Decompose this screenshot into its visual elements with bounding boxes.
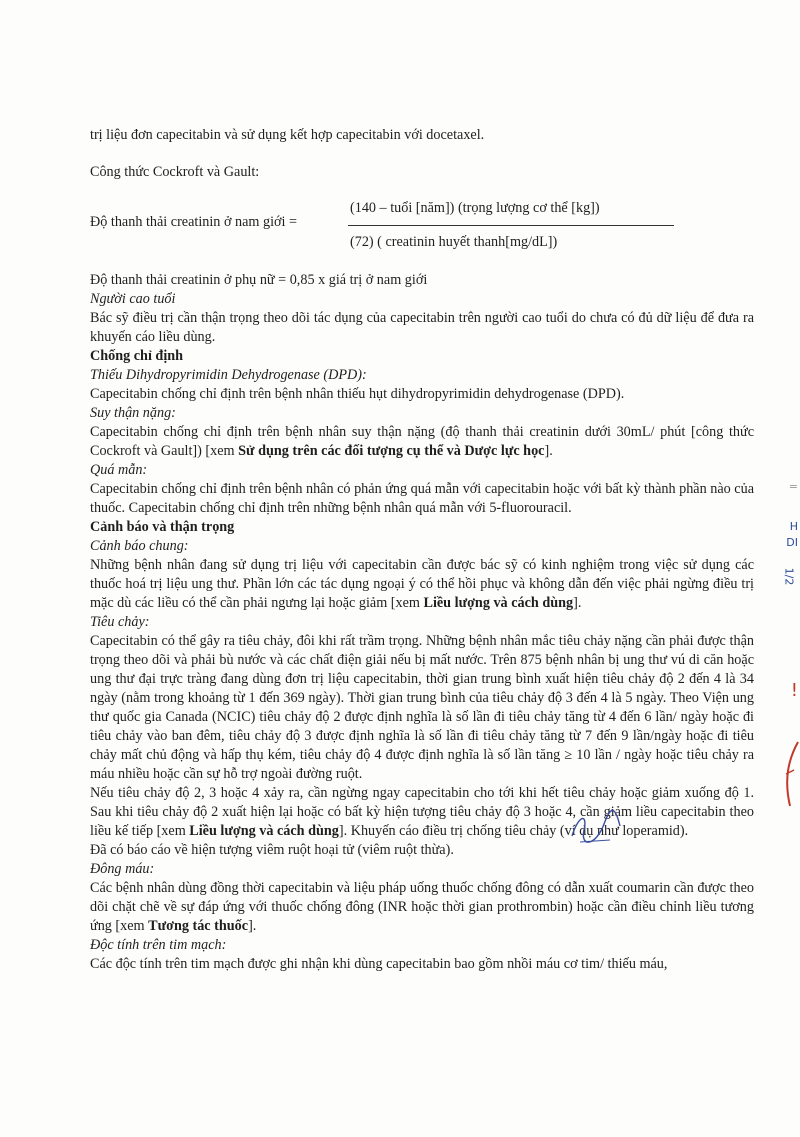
elderly-text: Bác sỹ điều trị cần thận trọng theo dõi tác dụng của capecitabin trên người cao tuổi do chưa có đủ dữ liệu để đưa ra khuyến cáo liều dùng. — [90, 310, 754, 345]
cardio-heading: Độc tính trên tim mạch: — [90, 937, 227, 953]
formula-numerator: (140 – tuổi [năm]) (trọng lượng cơ thể [kg]) — [350, 200, 600, 216]
diarrhea-text-2: Nếu tiêu chảy độ 2, 3 hoặc 4 xảy ra, cần ngừng ngay capecitabin cho tới khi hết tiêu chảy hoặc giảm xuống độ 1. Sau khi tiêu chảy độ 2 xuất hiện lại hoặc có bất kỳ hiện tượng tiêu chảy độ 3 hoặc 4, cần giảm liều capecitabin theo liều kế tiếp [xem Liều lượng và cách dùng]. Khuyến cáo điều trị chống tiêu chảy (ví dụ như loperamid). — [90, 785, 754, 839]
necrotizing-text: Đã có báo cáo về hiện tượng viêm ruột hoại tử (viêm ruột thừa). — [90, 842, 454, 858]
margin-mark: H — [789, 520, 798, 533]
formula-title: Công thức Cockroft và Gault: — [90, 164, 260, 180]
dpd-heading: Thiếu Dihydropyrimidin Dehydrogenase (DPD): — [90, 367, 367, 383]
main-text — [90, 271, 754, 974]
coag-heading: Đông máu: — [90, 861, 155, 877]
cardio-text: Các độc tính trên tim mạch được ghi nhận khi dùng capecitabin bao gồm nhồi máu cơ tim/ thiếu máu, — [90, 956, 668, 972]
margin-marks — [778, 470, 800, 830]
diarrhea-ref: Liều lượng và cách dùng — [189, 823, 339, 839]
diarrhea-heading: Tiêu chảy: — [90, 614, 150, 630]
top-line: trị liệu đơn capecitabin và sử dụng kết hợp capecitabin với docetaxel. — [90, 127, 485, 143]
handwritten-signature — [566, 806, 626, 850]
margin-mark: 1/2 — [782, 567, 796, 586]
renal-text: Capecitabin chống chỉ định trên bệnh nhân suy thận nặng (độ thanh thải creatinin dưới 30mL/ phút [công thức Cockroft và Gault]) [xem Sử dụng trên các đối tượng cụ thể và Dược lực học]. — [90, 424, 754, 459]
fraction-bar — [348, 225, 674, 226]
elderly-heading: Người cao tuổi — [90, 291, 176, 307]
general-text: Những bệnh nhân đang sử dụng trị liệu với capecitabin cần được bác sỹ có kinh nghiệm trong việc sử dụng các thuốc hoá trị liệu ung thư. Phần lớn các tác dụng ngoại ý có thể hồi phục và không dẫn đến việc phải ngừng điều trị mặc dù các liều có thể cần phải ngưng lại hoặc giảm [xem Liều lượng và cách dùng]. — [90, 557, 754, 611]
renal-ref: Sử dụng trên các đối tượng cụ thể và Dược lực học — [238, 443, 545, 459]
margin-mark: ! — [790, 680, 798, 701]
coag-ref: Tương tác thuốc — [148, 918, 249, 934]
margin-mark: = — [788, 480, 798, 493]
warnings-heading: Cảnh báo và thận trọng — [90, 519, 235, 535]
general-heading: Cảnh báo chung: — [90, 538, 189, 554]
renal-heading: Suy thận nặng: — [90, 405, 176, 421]
hyper-heading: Quá mẫn: — [90, 462, 148, 478]
cockcroft-formula — [90, 196, 690, 254]
margin-mark: DI — [786, 536, 798, 549]
formula-lhs: Độ thanh thải creatinin ở nam giới = — [90, 214, 298, 230]
diarrhea-text: Capecitabin có thể gây ra tiêu chảy, đôi khi rất trầm trọng. Những bệnh nhân mắc tiêu chảy nặng cần phải được thận trọng theo dõi và phải bù nước và các chất điện giải nếu bị mất nước. Trên 875 bệnh nhân bị ung thư vú di căn hoặc ung thư đại trực tràng đang dùng đơn trị liệu capecitabin, thời gian trung bình xuất hiện tiêu chảy độ 2 đến 4 là 34 ngày (nằm trong khoảng từ 1 đến 369 ngày). Thời gian trung bình của tiêu chảy độ 3 đến 4 là 5 ngày. Theo Viện ung thư quốc gia Canada (NCIC) tiêu chảy độ 2 được định nghĩa là số lần đi tiêu chảy tăng từ 4 đến 6 lần/ ngày hoặc đi tiêu chảy vào ban đêm, tiêu chảy độ 3 được định nghĩa là số lần đi tiêu chảy tăng từ 7 đến 9 lần/ngày hoặc đi tiêu chảy mất chủ động và hấp thụ kém, tiêu chảy độ 4 được định nghĩa là số lần tăng ≥ 10 lần / ngày hoặc tiêu chảy ra máu nhiều hoặc cần sự hỗ trợ ngoài đường ruột. — [90, 633, 754, 782]
female-line: Độ thanh thải creatinin ở phụ nữ = 0,85 x giá trị ở nam giới — [90, 272, 428, 288]
contra-heading: Chống chỉ định — [90, 348, 184, 364]
red-ink-stroke — [780, 740, 800, 810]
dpd-text: Capecitabin chống chỉ định trên bệnh nhân thiếu hụt dihydropyrimidin dehydrogenase (DPD). — [90, 386, 625, 402]
general-ref: Liều lượng và cách dùng — [423, 595, 574, 611]
coag-text: Các bệnh nhân dùng đồng thời capecitabin và liệu pháp uống thuốc chống đông có dẫn xuất coumarin cần được theo dõi chặt chẽ về sự đáp ứng với thuốc chống đông (INR hoặc thời gian prothrombin) hoặc cần điều chỉnh liều tương ứng [xem Tương tác thuốc]. — [90, 880, 754, 934]
hyper-text: Capecitabin chống chỉ định trên bệnh nhân có phản ứng quá mẫn với capecitabin hoặc với bất kỳ thành phần nào của thuốc. Capecitabin chống chỉ định trên những bệnh nhân quá mẫn với 5-fluorouracil. — [90, 481, 754, 516]
formula-denominator: (72) ( creatinin huyết thanh[mg/dL]) — [350, 234, 558, 250]
